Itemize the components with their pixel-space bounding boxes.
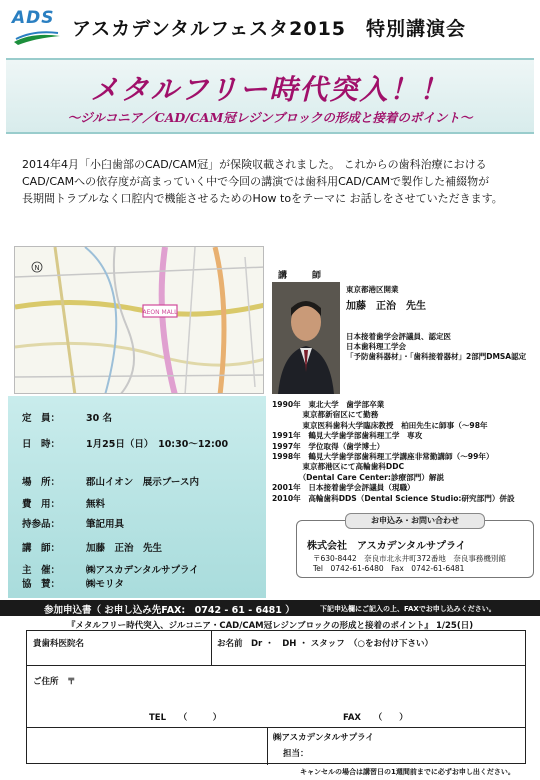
logo-swoosh-icon [12, 30, 62, 46]
contact-box [296, 516, 534, 578]
form-divider [27, 727, 525, 728]
info-label: 定 員： [22, 413, 61, 424]
info-label: 場 所： [22, 477, 61, 488]
info-value: 無料 [86, 499, 106, 510]
info-label: 協 賛： [22, 579, 61, 590]
info-value: ㈱モリタ [86, 579, 125, 590]
event-title: アスカデンタルフェスタ2015 特別講演会 [72, 18, 467, 40]
north-indicator: N [34, 264, 40, 272]
contact-heading: お申込み・お問い合わせ [345, 513, 485, 529]
contact-company: 株式会社 アスカデンタルサプライ [307, 541, 466, 552]
info-label: 主 催： [22, 565, 61, 576]
info-label: 費 用： [22, 499, 61, 510]
intro-line: 長期間トラブルなく口腔内で機能させるためのHow toをテーマに お話しをさせていただきます。 [22, 192, 503, 205]
form-divider [211, 631, 212, 665]
career-item: （Dental Care Center:診療部門）解説 [272, 472, 445, 482]
title-banner [6, 58, 534, 134]
form-title: 『メタルフリー時代突入、ジルコニア・CAD/CAM冠レジンブロックの形成と接着のポイント』 1/25(日) [66, 621, 474, 631]
staff-label: 担当： [283, 749, 309, 759]
career-item: 1998年 鶴見大学歯学部歯科理工学講座非常勤講師（～99年） [272, 452, 494, 462]
venue-map [14, 246, 264, 394]
map-drawing [15, 247, 264, 394]
career-item: 1990年 東北大学 歯学部卒業 [272, 400, 385, 409]
lecturer-heading: 講 師 [278, 271, 330, 281]
applicant-name-label: お名前 Dr ・ DH ・ スタッフ （○をお付け下さい） [217, 639, 433, 649]
info-value: 郡山イオン 展示ブース内 [86, 477, 199, 488]
lecturer-role: 「予防歯科器材」・「歯科接着器材」2部門DMSA認定 [346, 352, 527, 361]
form-company: ㈱アスカデンタルサプライ [273, 733, 374, 743]
form-divider [267, 727, 268, 765]
venue-label: AEON MALL [142, 309, 178, 316]
info-value: ㈱アスカデンタルサプライ [86, 565, 199, 576]
fax-label: FAX （ ） [343, 713, 408, 723]
ads-logo [12, 8, 62, 48]
application-bar [0, 600, 540, 616]
career-item: 東京都新宿区にて勤務 [272, 410, 379, 420]
intro-line: 2014年4月「小臼歯部のCAD/CAM冠」が保険収載されました。 これからの歯科治療における [22, 158, 487, 171]
clinic-name-label: 貴歯科医院名 [33, 639, 85, 649]
header [0, 0, 540, 56]
career-item: 東京医科歯科大学臨床教授 柏田先生に師事（～98年 [272, 420, 488, 430]
application-form [26, 630, 526, 764]
main-title: メタルフリー時代突入！！ [90, 73, 450, 106]
lecturer-photo [272, 282, 340, 394]
info-value: 1月25日（日） 10:30～12:00 [86, 439, 229, 450]
info-value: 30 名 [86, 413, 113, 424]
career-item: 1991年 鶴見大学歯学部歯科理工学 専攻 [272, 431, 423, 441]
info-label: 講 師： [22, 543, 61, 554]
address-label: ご住所 〒 [33, 677, 76, 687]
form-divider [27, 665, 525, 666]
lecturer-role: 日本歯科理工学会 [346, 342, 406, 351]
info-value: 筆記用具 [86, 519, 125, 530]
application-note: 下記申込欄にご記入の上、FAXでお申し込みください。 [320, 605, 496, 613]
lecturer-career [272, 400, 534, 504]
logo-text: ADS [12, 8, 55, 28]
tel-label: TEL （ ） [149, 713, 222, 723]
career-item: 2001年 日本接着歯学会評議員（現職） [272, 483, 415, 493]
application-heading: 参加申込書（ お申し込み先FAX: 0742 - 61 - 6481 ） [44, 605, 295, 616]
event-info-box [8, 396, 266, 598]
info-value: 加藤 正治 先生 [86, 543, 163, 554]
career-item: 2010年 高輪歯科DDS（Dental Science Studio:研究部門）併設 [272, 493, 515, 503]
sub-title: ～ジルコニア／CAD/CAM冠レジンブロックの形成と接着のポイント～ [67, 110, 473, 125]
contact-phone: Tel 0742-61-6480 Fax 0742-61-6481 [313, 564, 465, 573]
career-item: 1997年 学位取得（歯学博士） [272, 441, 385, 451]
lecturer-name: 加藤 正治 先生 [346, 301, 426, 312]
cancel-note: キャンセルの場合は講習日の1週間前までに必ずお申し出ください。 [300, 768, 515, 776]
info-label: 持参品： [22, 519, 61, 530]
portrait-image [272, 282, 340, 394]
contact-address: 〒630-8442 奈良市北永井町372番地 奈良事務機別館 [313, 554, 506, 563]
career-item: 東京都港区にて高輪歯科DDC [272, 462, 405, 472]
intro-paragraph [22, 156, 522, 207]
info-label: 日 時： [22, 439, 61, 450]
lecturer-role: 日本接着歯学会評議員、認定医 [346, 332, 451, 341]
lecturer-affiliation: 東京都港区開業 [346, 285, 399, 294]
intro-line: CAD/CAMへの依存度が高まっていく中で今回の講演では歯科用CAD/CAMで製作した補綴物が [22, 175, 490, 188]
